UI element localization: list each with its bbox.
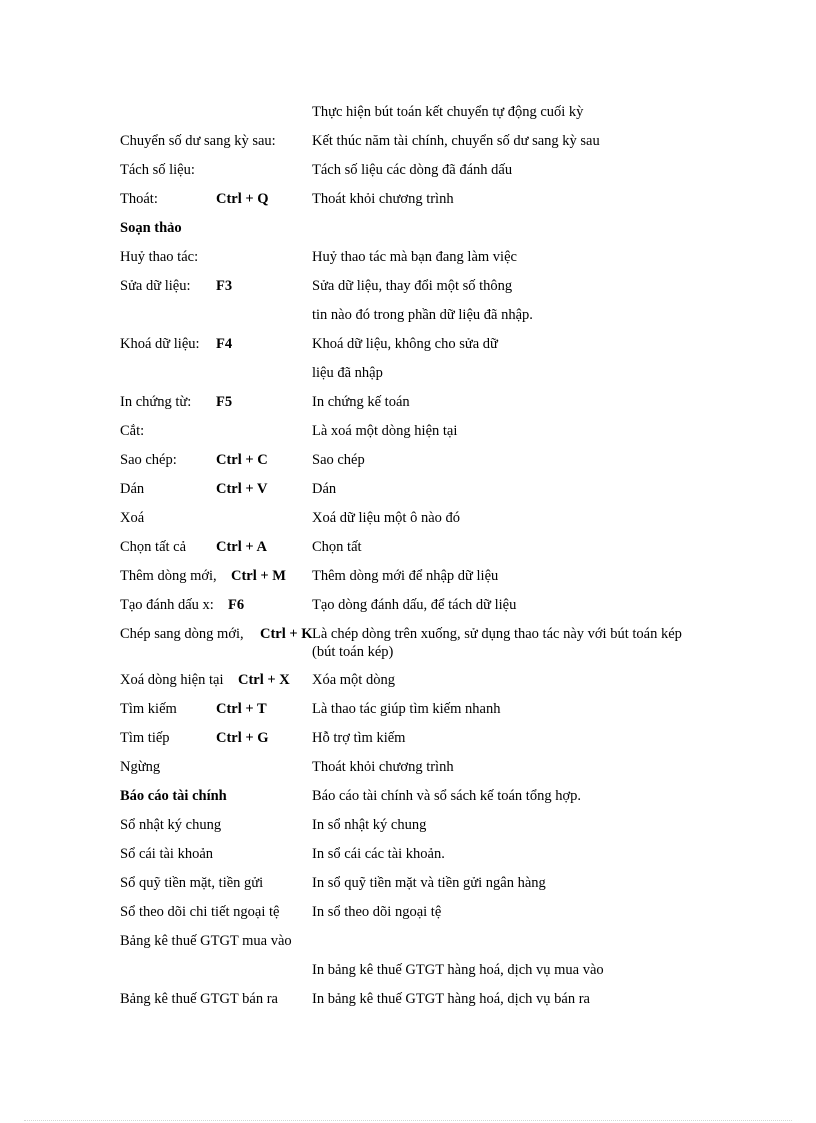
row-label: Bảng kê thuế GTGT mua vào [120,933,292,949]
shortcut-key: Ctrl + Q [216,191,269,207]
shortcut-key: F3 [216,278,233,294]
shortcut-key: F6 [228,597,245,613]
row-description: Thoát khỏi chương trình [312,191,454,207]
row-description: Thêm dòng mới để nhập dữ liệu [312,568,499,584]
shortcut-key: Ctrl + A [216,539,267,555]
shortcut-key: Ctrl + X [238,672,290,688]
shortcut-key: Ctrl + T [216,701,267,717]
row-label: Khoá dữ liệu: [120,336,200,352]
row-description: Dán [312,481,337,497]
row-description: In bảng kê thuế GTGT hàng hoá, dịch vụ bán ra [312,991,590,1007]
row-label: Dán [120,481,145,497]
row-description: In sổ quỹ tiền mặt và tiền gửi ngân hàng [312,875,546,891]
shortcut-key: F4 [216,336,233,352]
section-heading: Soạn thảo [120,220,182,236]
row-description: liệu đã nhập [312,365,383,381]
row-label: Bảng kê thuế GTGT bán ra [120,991,278,1007]
row-label: Chép sang dòng mới, [120,626,244,642]
row-description: Tạo dòng đánh dấu, để tách dữ liệu [312,597,517,613]
row-label: Tạo đánh dấu x: [120,597,214,613]
row-description: Khoá dữ liệu, không cho sửa dữ [312,336,498,352]
row-label: Xoá [120,510,145,526]
row-label: Sổ theo dõi chi tiết ngoại tệ [120,904,280,920]
row-description: tin nào đó trong phần dữ liệu đã nhập. [312,307,533,323]
shortcut-key: Ctrl + C [216,452,268,468]
row-description: In bảng kê thuế GTGT hàng hoá, dịch vụ mua vào [312,962,604,978]
row-label: Sửa dữ liệu: [120,278,191,294]
row-description: Là thao tác giúp tìm kiếm nhanh [312,701,501,717]
section-heading: Báo cáo tài chính [120,788,227,804]
row-label: In chứng từ: [120,394,192,410]
row-description: Sao chép [312,452,365,468]
row-description: Là chép dòng trên xuống, sử dụng thao tác này với bút toán kép (bút toán kép) [312,626,682,660]
row-label: Sao chép: [120,452,177,468]
row-label: Tìm kiếm [120,701,177,717]
row-description: Thoát khỏi chương trình [312,759,454,775]
row-description: Sửa dữ liệu, thay đổi một số thông [312,278,513,294]
row-label: Tìm tiếp [120,730,170,746]
row-description: Huỷ thao tác mà bạn đang làm việc [312,249,517,265]
page-bottom-divider [24,1120,792,1121]
shortcut-key: Ctrl + K [260,626,313,642]
row-description: In sổ theo dõi ngoại tệ [312,904,442,920]
row-description: Tách số liệu các dòng đã đánh dấu [312,162,513,178]
row-description: Chọn tất [312,539,362,555]
row-label: Xoá dòng hiện tại [120,672,224,688]
shortcut-key: Ctrl + V [216,481,268,497]
row-description: Hỗ trợ tìm kiếm [312,730,406,746]
row-label: Chọn tất cả [120,539,187,555]
row-label: Ngừng [120,759,161,775]
shortcut-key: Ctrl + M [231,568,286,584]
row-label: Thoát: [120,191,158,207]
row-description: Xoá dữ liệu một ô nào đó [312,510,461,526]
row-description: In sổ nhật ký chung [312,817,427,833]
row-description: Thực hiện bút toán kết chuyển tự động cuối kỳ [312,104,584,120]
row-label: Sổ cái tài khoản [120,846,214,862]
row-label: Sổ quỹ tiền mặt, tiền gửi [120,875,264,891]
shortcut-key: F5 [216,394,233,410]
row-description: In sổ cái các tài khoản. [312,846,445,862]
row-label: Huỷ thao tác: [120,249,199,265]
row-description: Kết thúc năm tài chính, chuyển số dư sang kỳ sau [312,133,600,149]
row-description: Báo cáo tài chính và sổ sách kế toán tổng hợp. [312,788,582,804]
row-description: Là xoá một dòng hiện tại [312,423,458,439]
row-label: Chuyển số dư sang kỳ sau: [120,133,276,149]
row-label: Cắt: [120,423,145,439]
row-label: Thêm dòng mới, [120,568,217,584]
shortcut-key: Ctrl + G [216,730,269,746]
row-label: Sổ nhật ký chung [120,817,222,833]
row-label: Tách số liệu: [120,162,195,178]
row-description: Xóa một dòng [312,672,395,688]
row-description: In chứng kế toán [312,394,410,410]
